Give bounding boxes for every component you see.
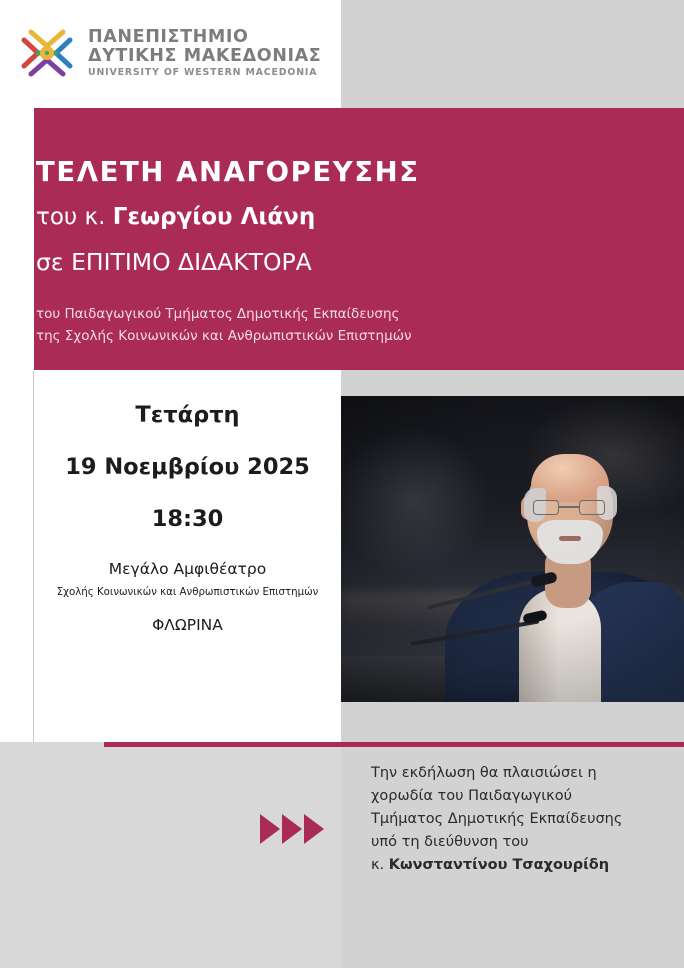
event-venue: Μεγάλο Αμφιθέατρο [108, 560, 267, 578]
lower-left-grey-panel [0, 742, 341, 968]
footer-divider [104, 742, 684, 747]
event-date: 19 Νοεμβρίου 2025 [65, 454, 310, 480]
department-lines [36, 304, 412, 348]
event-day: Τετάρτη [135, 402, 240, 428]
footer-line-5 [371, 854, 671, 877]
conductor-prefix: κ. [371, 856, 385, 873]
logo-line-3: UNIVERSITY OF WESTERN MACEDONIA [88, 67, 318, 79]
event-time: 18:30 [151, 506, 224, 532]
honoree-name: Γεωργίου Λιάνη [112, 204, 316, 230]
footer-line-4: υπό τη διεύθυνση του [371, 833, 529, 850]
event-city: ΦΛΩΡΙΝΑ [152, 616, 223, 634]
header-band [0, 108, 684, 370]
department-line-2: της Σχολής Κοινωνικών και Ανθρωπιστικών Επιστημών [36, 327, 412, 344]
degree-line: σε ΕΠΙΤΙΜΟ ΔΙΔΑΚΤΟΡΑ [36, 248, 312, 276]
honoree-line [36, 204, 315, 230]
footer-line-1: Την εκδήλωση θα πλαισιώσει η [371, 765, 597, 781]
university-logo [18, 22, 321, 84]
photo-vignette [341, 396, 684, 702]
uowm-knot-logo-icon [18, 22, 76, 84]
footer-line-3: Τμήματος Δημοτικής Εκπαίδευσης [371, 810, 623, 827]
logo-line-2: ΔΥΤΙΚΗΣ ΜΑΚΕΔΟΝΙΑΣ [88, 45, 322, 66]
event-details [34, 402, 341, 634]
honoree-prefix: του κ. [36, 204, 106, 230]
department-line-1: του Παιδαγωγικού Τμήματος Δημοτικής Εκπαίδευσης [36, 306, 400, 322]
event-venue-sub: Σχολής Κοινωνικών και Ανθρωπιστικών Επιστημών [56, 587, 319, 598]
conductor-name: Κωνσταντίνου Τσαχουρίδη [388, 856, 610, 873]
footer-line-2: χορωδία του Παιδαγωγικού [371, 787, 572, 804]
double-chevron-right-icon [258, 812, 324, 846]
page-title: ΤΕΛΕΤΗ ΑΝΑΓΟΡΕΥΣΗΣ [36, 156, 420, 188]
logo-line-1: ΠΑΝΕΠΙΣΤΗΜΙΟ [88, 26, 249, 47]
honoree-photo [341, 396, 684, 702]
footer-note [371, 762, 671, 877]
logo-wordmark [88, 28, 321, 78]
band-left-gutter [0, 108, 34, 370]
